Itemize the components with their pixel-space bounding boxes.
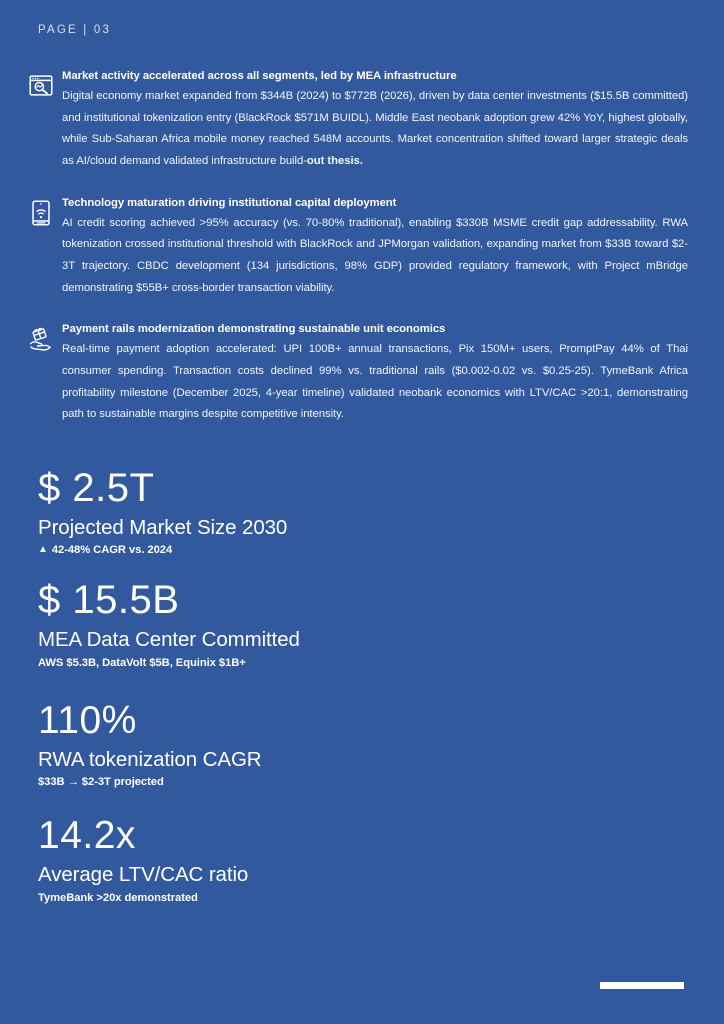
- stat-block-rwa-tokenization: [38, 699, 678, 788]
- insight-body: [62, 86, 688, 173]
- stat-subtext: $33B → $2-3T projected: [38, 776, 164, 789]
- stat-value: 110%: [38, 698, 137, 742]
- stat-block-mea-data-center: [38, 578, 678, 668]
- stat-block-projected-market-size: [38, 466, 678, 556]
- insight-body: [62, 213, 688, 300]
- insight-body: [62, 339, 688, 426]
- triangle-up-icon: ▲: [38, 544, 48, 556]
- stat-subtext-row: [38, 544, 678, 556]
- insight-body-text: Real-time payment adoption accelerated: UPI 100B+ annual transactions, Pix 150M+ users, PromptPay 44% of Thai consumer spending. Transaction costs declined 99% vs. traditional rails ($0.002-0.02 vs. $0.25-25). TymeBank Africa profitability milestone (December 2025, 4-year timeline) validated neobank economics with LTV/CAC >20:1, demonstrating path to sustainable margins despite competitive intensity.: [62, 343, 688, 421]
- insight-title: Technology maturation driving institutional capital deployment: [62, 196, 397, 209]
- mobile-wifi-icon: [26, 198, 56, 228]
- insight-block-payment-rails: [26, 321, 688, 426]
- stats-list: [38, 466, 678, 922]
- stat-subtext-row: [38, 892, 678, 904]
- stat-subtext-row: [38, 776, 678, 788]
- page-number-header: PAGE | 03: [38, 24, 112, 36]
- insight-block-market-activity: [26, 68, 688, 173]
- stat-label: Average LTV/CAC ratio: [38, 862, 249, 886]
- insight-body-bold-tail: out thesis.: [306, 155, 363, 167]
- document-search-icon: [26, 71, 56, 101]
- insight-title: Market activity accelerated across all segments, led by MEA infrastructure: [62, 70, 457, 82]
- stat-label: Projected Market Size 2030: [38, 515, 288, 539]
- insight-title: Payment rails modernization demonstrating sustainable unit economics: [62, 323, 446, 336]
- stat-subtext: TymeBank >20x demonstrated: [38, 891, 198, 904]
- insight-block-technology-maturation: [26, 195, 688, 300]
- stat-label: RWA tokenization CAGR: [38, 747, 262, 771]
- stat-block-ltv-cac: [38, 814, 678, 903]
- stat-subtext: AWS $5.3B, DataVolt $5B, Equinix $1B+: [38, 656, 246, 669]
- insight-body-text: Digital economy market expanded from $344B (2024) to $772B (2026), driven by data center investments ($15.5B committed) and institutional tokenization entry (BlackRock $571M BUIDL). Middle East neobank adoption grew 42% YoY, highest globally, while Sub-Saharan Africa mobile money reached 548M accounts. Market concentration shifted toward larger strategic deals as AI/cloud demand validated infrastructure build-: [62, 89, 688, 167]
- stat-value: $ 2.5T: [38, 466, 155, 510]
- insight-body-text: AI credit scoring achieved >95% accuracy (vs. 70-80% traditional), enabling $330B MSME credit gap addressability. RWA tokenization crossed institutional threshold with BlackRock and JPMorgan validation, expanding market from $33B toward $2-3T trajectory. CBDC development (134 jurisdictions, 98% GDP) provided regulatory framework, with Project mBridge demonstrating $55B+ cross-border transaction viability.: [62, 216, 688, 294]
- hand-holding-package-icon: [26, 324, 56, 354]
- bottom-accent-rule: [600, 982, 684, 989]
- stat-label: MEA Data Center Committed: [38, 628, 300, 652]
- stat-subtext: 42-48% CAGR vs. 2024: [51, 544, 173, 557]
- stat-subtext-row: [38, 657, 678, 669]
- insights-list: [26, 68, 688, 444]
- stat-value: $ 15.5B: [38, 578, 180, 623]
- stat-value: 14.2x: [38, 814, 136, 858]
